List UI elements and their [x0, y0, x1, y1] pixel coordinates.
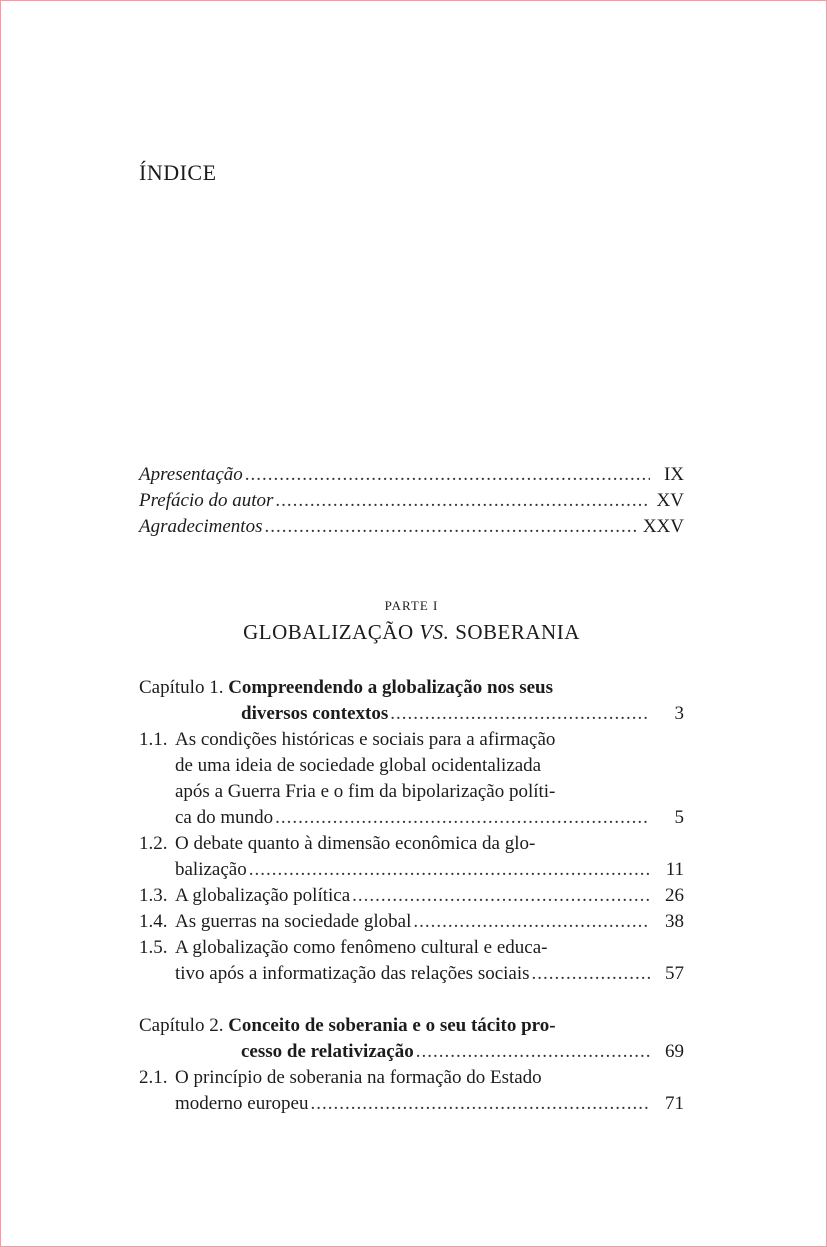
- chapter-heading[interactable]: [139, 1013, 684, 1039]
- chapter-heading[interactable]: [139, 675, 684, 701]
- section-text-line: [139, 1091, 684, 1117]
- chapter-heading-cont[interactable]: [139, 701, 684, 727]
- page-number: 11: [665, 859, 684, 880]
- chapter-2-block: [139, 1013, 684, 1117]
- section-text: moderno europeu: [175, 1093, 309, 1114]
- dot-leader: [275, 488, 650, 514]
- section-text: ca do mundo: [175, 807, 274, 828]
- dot-leader: [264, 514, 636, 540]
- chapter-prefix: Capítulo 1.: [139, 677, 224, 698]
- section-text: O princípio de soberania na formação do Estado: [175, 1067, 542, 1088]
- dot-leader: [310, 1091, 650, 1117]
- dot-leader: [532, 961, 650, 987]
- section-number: 2.1.: [139, 1067, 168, 1088]
- section-text: O debate quanto à dimensão econômica da glo-: [175, 833, 536, 854]
- entry-label: Agradecimentos: [139, 516, 263, 537]
- section-text-line: [139, 857, 684, 883]
- page-number: 38: [665, 911, 684, 932]
- page-number: 69: [665, 1041, 684, 1062]
- section-text: balização: [175, 859, 247, 880]
- dot-leader: [390, 701, 650, 727]
- dot-leader: [413, 909, 650, 935]
- section-text: tivo após a informatização das relações sociais: [175, 963, 530, 984]
- front-matter-list: [139, 462, 684, 540]
- section-text: A globalização política: [175, 885, 351, 906]
- section-number: 1.5.: [139, 937, 168, 958]
- section-text: As condições históricas e sociais para a afirmação: [175, 729, 556, 750]
- part-title-a: GLOBALIZAÇÃO: [243, 620, 420, 644]
- page-number: XXV: [642, 516, 684, 537]
- section-entry[interactable]: [139, 883, 684, 909]
- page-number: 5: [674, 807, 684, 828]
- page-number: 3: [674, 703, 684, 724]
- entry-label: Apresentação: [139, 464, 243, 485]
- chapter-title-cont: diversos contextos: [241, 703, 389, 724]
- part-title: [139, 620, 684, 645]
- chapter-1-block: [139, 675, 684, 987]
- page-number: 26: [665, 885, 684, 906]
- section-number: 1.4.: [139, 911, 168, 932]
- chapter-title: Conceito de soberania e o seu tácito pro-: [228, 1015, 556, 1036]
- chapter-title: Compreendendo a globalização nos seus: [228, 677, 553, 698]
- part-title-b: SOBERANIA: [449, 620, 580, 644]
- dot-leader: [245, 462, 650, 488]
- section-entry[interactable]: [139, 1065, 684, 1091]
- section-text: A globalização como fenômeno cultural e educa-: [175, 937, 548, 958]
- page-title: ÍNDICE: [139, 160, 217, 185]
- toc-entry[interactable]: [139, 488, 684, 514]
- toc-entry[interactable]: [139, 514, 684, 540]
- part-title-vs: VS.: [419, 620, 450, 644]
- section-text-line: [139, 805, 684, 831]
- section-entry[interactable]: [139, 831, 684, 857]
- section-text: após a Guerra Fria e o fim da bipolarização políti-: [175, 781, 556, 802]
- section-text: de uma ideia de sociedade global ocidentalizada: [175, 755, 542, 776]
- dot-leader: [275, 805, 650, 831]
- dot-leader: [416, 1039, 650, 1065]
- page-number: IX: [663, 464, 684, 485]
- section-text-line: [139, 961, 684, 987]
- section-text-line: [139, 779, 684, 805]
- section-number: 1.2.: [139, 833, 168, 854]
- section-entry[interactable]: [139, 909, 684, 935]
- section-text: As guerras na sociedade global: [175, 911, 412, 932]
- dot-leader: [249, 857, 650, 883]
- part-label: PARTE I: [384, 598, 439, 613]
- section-number: 1.3.: [139, 885, 168, 906]
- page-number: XV: [656, 490, 684, 511]
- section-entry[interactable]: [139, 727, 684, 753]
- entry-label: Prefácio do autor: [139, 490, 274, 511]
- section-number: 1.1.: [139, 729, 168, 750]
- chapter-prefix: Capítulo 2.: [139, 1015, 224, 1036]
- toc-entry[interactable]: [139, 462, 684, 488]
- section-text-line: [139, 753, 684, 779]
- page-number: 71: [665, 1093, 684, 1114]
- chapter-title-cont: cesso de relativização: [241, 1041, 414, 1062]
- page-number: 57: [665, 963, 684, 984]
- section-entry[interactable]: [139, 935, 684, 961]
- chapter-heading-cont[interactable]: [139, 1039, 684, 1065]
- dot-leader: [352, 883, 650, 909]
